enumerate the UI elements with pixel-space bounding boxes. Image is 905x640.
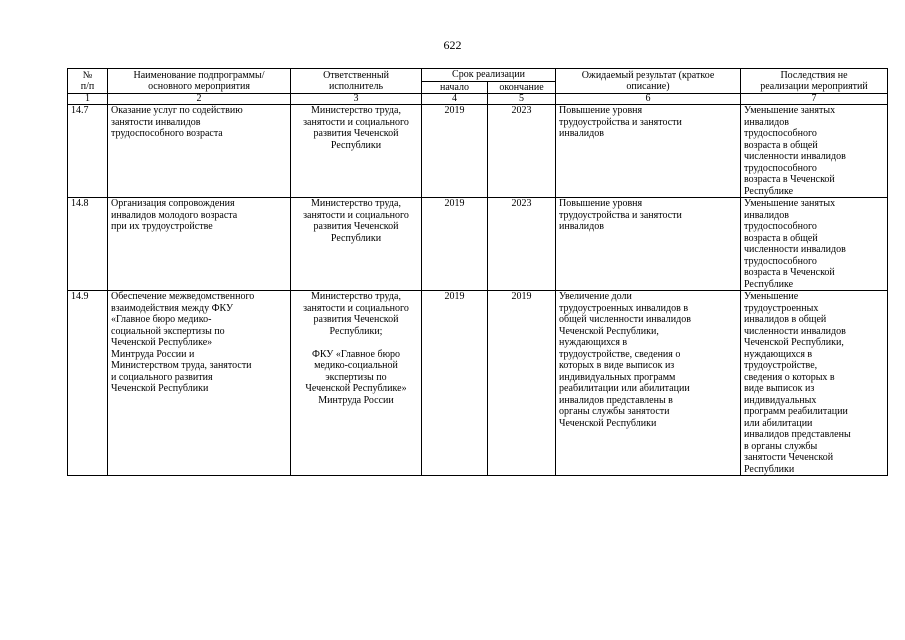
table-row	[68, 105, 888, 198]
header-name: Наименование подпрограммы/ основного мероприятия	[108, 69, 291, 94]
header-row-1	[68, 69, 888, 82]
header-executor: Ответственный исполнитель	[291, 69, 422, 94]
column-index-row	[68, 94, 888, 105]
row-result: Повышение уровня трудоустройства и занятости инвалидов	[556, 105, 741, 198]
table-row	[68, 198, 888, 291]
column-index: 7	[741, 94, 888, 105]
row-executor: Министерство труда, занятости и социального развития Чеченской Республики	[291, 105, 422, 198]
row-consequence: Уменьшение трудоустроенных инвалидов в общей численности инвалидов Чеченской Республики, нуждающихся в трудоустройстве, сведения о которых в виде выписок из индивидуальных программ реабилитации или абилитации инвалидов представлены в органы службы занятости Чеченской Республики	[741, 291, 888, 476]
header-period: Срок реализации	[422, 69, 556, 82]
row-result: Повышение уровня трудоустройства и занятости инвалидов	[556, 198, 741, 291]
row-start: 2019	[422, 291, 488, 476]
header-num: № п/п	[68, 69, 108, 94]
row-start: 2019	[422, 105, 488, 198]
column-index: 1	[68, 94, 108, 105]
row-start: 2019	[422, 198, 488, 291]
header-start: начало	[422, 81, 488, 94]
column-index: 4	[422, 94, 488, 105]
row-end: 2019	[488, 291, 556, 476]
row-executor: Министерство труда, занятости и социального развития Чеченской Республики	[291, 198, 422, 291]
header-consequence: Последствия не реализации мероприятий	[741, 69, 888, 94]
row-end: 2023	[488, 198, 556, 291]
row-consequence: Уменьшение занятых инвалидов трудоспособного возраста в общей численности инвалидов трудоспособного возраста в Чеченской Республике	[741, 198, 888, 291]
column-index: 6	[556, 94, 741, 105]
header-end: окончание	[488, 81, 556, 94]
table-row	[68, 291, 888, 476]
row-consequence: Уменьшение занятых инвалидов трудоспособного возраста в общей численности инвалидов трудоспособного возраста в Чеченской Республике	[741, 105, 888, 198]
header-result: Ожидаемый результат (краткое описание)	[556, 69, 741, 94]
measures-table	[67, 68, 888, 476]
row-end: 2023	[488, 105, 556, 198]
column-index: 5	[488, 94, 556, 105]
row-result: Увеличение доли трудоустроенных инвалидов в общей численности инвалидов Чеченской Республики, нуждающихся в трудоустройстве, сведения о которых в виде выписок из индивидуальных программ реабилитации или абилитации инвалидов представлены в органы службы занятости Чеченской Республики	[556, 291, 741, 476]
row-num: 14.9	[68, 291, 108, 476]
row-num: 14.8	[68, 198, 108, 291]
row-executor: Министерство труда, занятости и социального развития Чеченской Республики; ФКУ «Главное бюро медико-социальной экспертизы по Чеченской Республике» Минтруда России	[291, 291, 422, 476]
row-name: Организация сопровождения инвалидов молодого возраста при их трудоустройстве	[108, 198, 291, 291]
row-name: Оказание услуг по содействию занятости инвалидов трудоспособного возраста	[108, 105, 291, 198]
column-index: 2	[108, 94, 291, 105]
row-num: 14.7	[68, 105, 108, 198]
page-number: 622	[443, 38, 462, 52]
column-index: 3	[291, 94, 422, 105]
row-name: Обеспечение межведомственного взаимодействия между ФКУ «Главное бюро медико- социальной экспертизы по Чеченской Республике» Минтруда России и Министерством труда, занятости и социального развития Чеченской Республики	[108, 291, 291, 476]
